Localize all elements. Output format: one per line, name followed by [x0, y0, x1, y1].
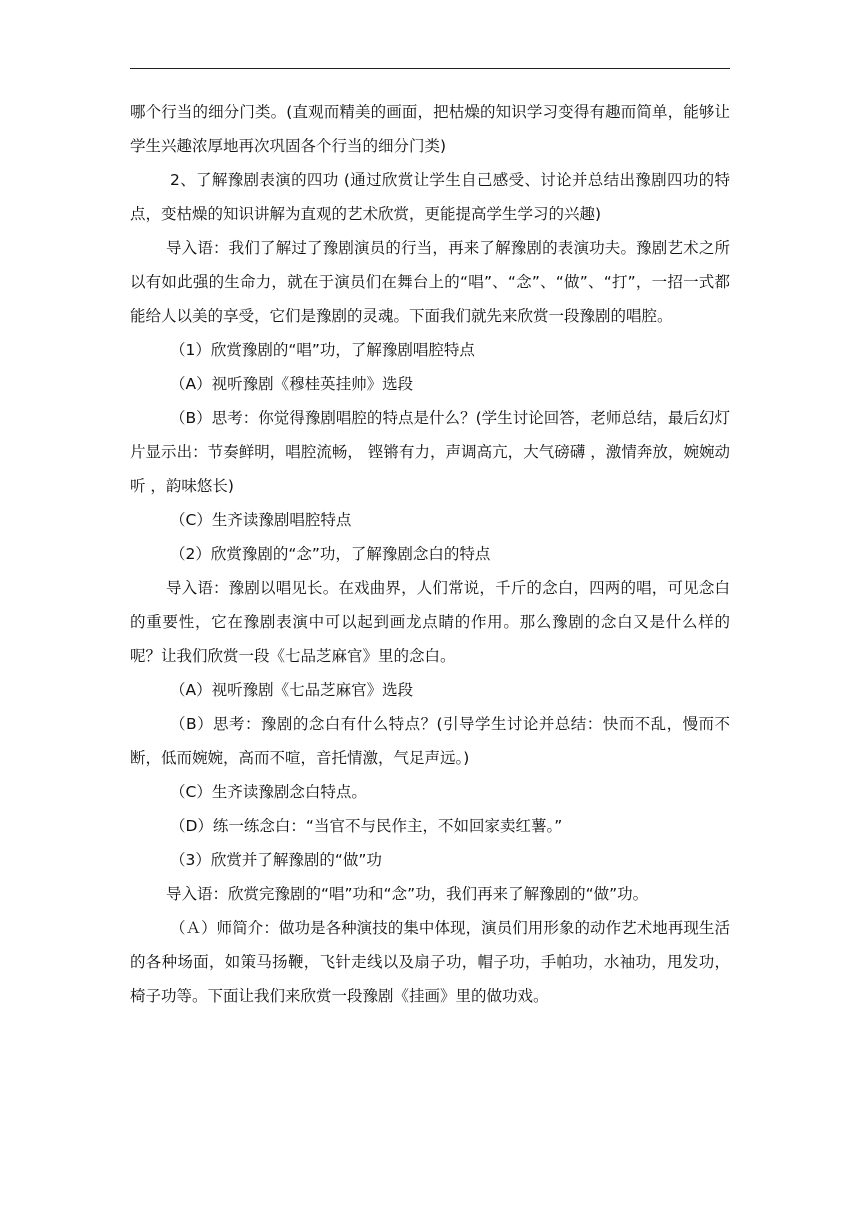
paragraph: 导入语：我们了解过了豫剧演员的行当，再来了解豫剧的表演功夫。豫剧艺术之所以有如此强的生命力，就在于演员们在舞台上的“唱”、“念”、“做”、“打”，一招一式都能给人以美的享受，它们是豫剧的灵魂。下面我们就先来欣赏一段豫剧的唱腔。 — [130, 239, 730, 325]
list-item: （B）思考：豫剧的念白有什么特点？(引导学生讨论并总结：快而不乱，慢而不断，低而婉婉，高而不喧，音托情激，气足声远。) — [130, 715, 730, 767]
list-item: （A）视听豫剧《穆桂英挂帅》选段 — [170, 375, 414, 393]
sub-heading: （3）欣赏并了解豫剧的“做”功 — [170, 851, 382, 869]
sub-heading: （1）欣赏豫剧的“唱”功，了解豫剧唱腔特点 — [170, 341, 475, 359]
list-item: （C）生齐读豫剧唱腔特点 — [170, 511, 352, 529]
document-body — [130, 95, 730, 1013]
header-divider — [130, 68, 730, 69]
list-item: （C）生齐读豫剧念白特点。 — [170, 783, 367, 801]
sub-heading: （2）欣赏豫剧的“念”功，了解豫剧念白的特点 — [170, 545, 491, 563]
section-heading: 2、了解豫剧表演的四功 (通过欣赏让学生自己感受、讨论并总结出豫剧四功的特点，变枯燥的知识讲解为直观的艺术欣赏，更能提高学生学习的兴趣) — [130, 171, 730, 223]
list-item: （D）练一练念白：“当官不与民作主，不如回家卖红薯。” — [170, 817, 563, 835]
paragraph: 导入语：豫剧以唱见长。在戏曲界，人们常说，千斤的念白，四两的唱，可见念白的重要性，它在豫剧表演中可以起到画龙点睛的作用。那么豫剧的念白又是什么样的呢？让我们欣赏一段《七品芝麻官》里的念白。 — [130, 579, 730, 665]
list-item: （A）视听豫剧《七品芝麻官》选段 — [170, 681, 414, 699]
paragraph: 导入语：欣赏完豫剧的“唱”功和“念”功，我们再来了解豫剧的“做”功。 — [166, 885, 649, 903]
list-item: （B）思考：你觉得豫剧唱腔的特点是什么？(学生讨论回答，老师总结，最后幻灯片显示出：节奏鲜明，唱腔流畅， 铿锵有力，声调高亢，大气磅礴 ，激情奔放，婉婉动听 ，韵味悠长) — [130, 409, 730, 495]
paragraph: 哪个行当的细分门类。(直观而精美的画面，把枯燥的知识学习变得有趣而简单，能够让学生兴趣浓厚地再次巩固各个行当的细分门类) — [130, 103, 730, 155]
list-item: （Ａ）师简介：做功是各种演技的集中体现，演员们用形象的动作艺术地再现生活的各种场面，如策马扬鞭，飞针走线以及扇子功，帽子功，手帕功，水袖功，甩发功，椅子功等。下面让我们来欣赏一段豫剧《挂画》里的做功戏。 — [130, 919, 730, 1005]
